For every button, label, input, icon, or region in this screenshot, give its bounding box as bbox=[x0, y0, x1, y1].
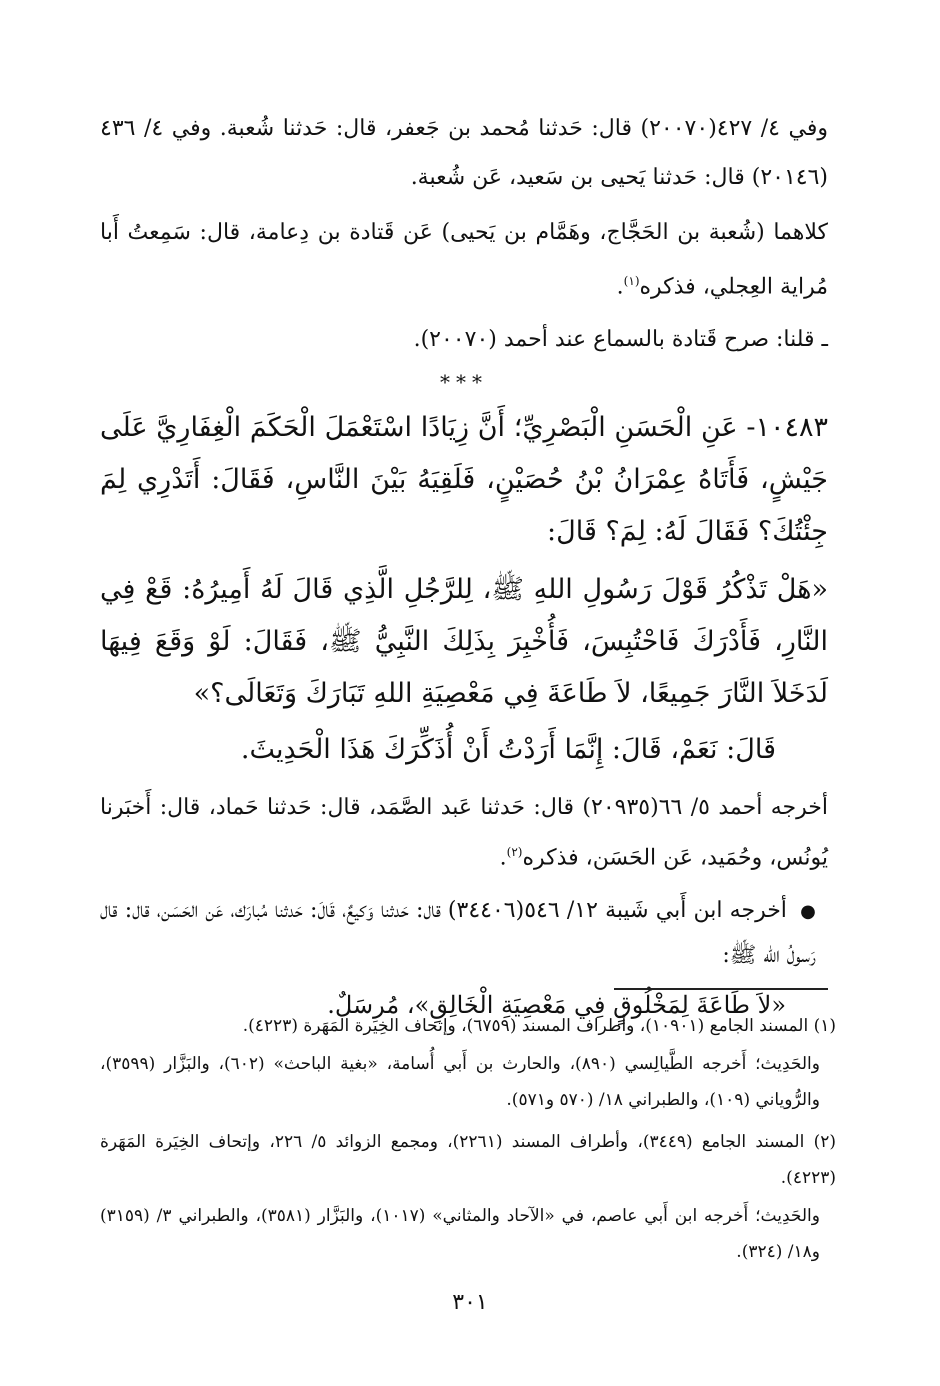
takhrij-2 bbox=[100, 889, 828, 978]
footnote-2: (٢) المسند الجامع (٣٤٤٩)، وأطراف المسند (٢٢٦١)، ومجمع الزوائد ٥/ ٢٢٦، وإتحاف الخِيَرة المَهَرة (٤٢٢٣). bbox=[100, 1132, 836, 1188]
intro-section bbox=[100, 104, 828, 364]
takhrij-2-text: أخرجه ابن أَبي شَيبة ١٢/ ٥٤٦(٣٤٤٠٦) قال: حَدثنا وَكيعٌ، قَالَ: حَدثنا مُبارَك، عَن الحَسَن، قال: قال رَسولُ الله ﷺ: bbox=[100, 897, 816, 968]
footnote-1: (١) المسند الجامع (١٠٩٠١)، وأطراف المسند (٦٧٥٩)، وإتحاف الخِيَرة المَهَرة (٤٢٢٣). bbox=[242, 1016, 836, 1036]
hadith-text: ١٠٤٨٣- عَنِ الْحَسَنِ الْبَصْرِيِّ؛ أَنَّ زِيَادًا اسْتَعْمَلَ الْحَكَمَ الْغِفَارِيَّ عَلَى جَيْشٍ، فَأَتَاهُ عِمْرَانُ بْنُ حُصَيْنٍ، فَلَقِيَهُ بَيْنَ النَّاسِ، فَقَالَ: أَتَدْرِي لِمَ جِئْتُكَ؟ فَقَالَ لَهُ: لِمَ؟ قَالَ: bbox=[100, 412, 828, 548]
footnote-ref-2[interactable]: (٢) bbox=[506, 845, 523, 860]
section-separator: *** bbox=[440, 370, 488, 395]
footnote-ref-1[interactable]: (١) bbox=[623, 274, 640, 288]
hadith-matn: «هَلْ تَذْكُرُ قَوْلَ رَسُولِ اللهِ ﷺ، لِلرَّجُلِ الَّذِي قَالَ لَهُ أَمِيرُهُ: قَعْ فِي النَّارِ، فَأَدْرَكَ فَاحْتُبِسَ، فَأُخْبِرَ بِذَلِكَ النَّبِيُّ ﷺ، فَقَالَ: لَوْ وَقَعَ فِيهَا لَدَخَلاَ النَّارَ جَمِيعًا، لاَ طَاعَةَ فِي مَعْصِيَةِ اللهِ تَبَارَكَ وَتَعَالَى؟» bbox=[100, 574, 828, 710]
takhrij-3: «لاَ طَاعَةَ لِمَخْلُوقٍ فِي مَعْصِيَةِ الْخَالِقِ»، مُرسَلٌ. bbox=[327, 990, 786, 1019]
page-number: ٣٠١ bbox=[452, 1290, 488, 1315]
intro-paragraph-3: ـ قلنا: صرح قَتادة بالسماع عند أحمد (٢٠٠٧٠). bbox=[413, 327, 828, 353]
footnotes-section bbox=[100, 1008, 836, 1270]
takhrij-1: أخرجه أحمد ٥/ ٦٦(٢٠٩٣٥) قال: حَدثنا عَبد الصَّمَد، قال: حَدثنا حَماد، قال: أَخبَرنا يُونُس، وحُمَيد، عَن الحَسَن، فذكره$^{(٢)}$. bbox=[100, 795, 828, 871]
intro-paragraph-1: وفي ٤/ ٤٢٧(٢٠٠٧٠) قال: حَدثنا مُحمد بن جَعفر، قال: حَدثنا شُعبة. وفي ٤/ ٤٣٦ (٢٠١٤٦) قال: حَدثنا يَحيى بن سَعيد، عَن شُعبة. bbox=[100, 116, 828, 190]
bullet-icon: ● bbox=[800, 900, 817, 922]
main-text bbox=[100, 104, 828, 1028]
footnote-2-continued: والحَدِيث؛ أَخرجه ابن أَبي عاصم، في «الآحاد والمثاني» (١٠١٧)، والبَزَّار (٣٥٨١)، والطبراني ٣/ (٣١٥٩) و١٨/ (٣٢٤). bbox=[100, 1206, 820, 1262]
hadith-reply: قَالَ: نَعَمْ، قَالَ: إِنَّمَا أَرَدْتُ أَنْ أُذَكِّرَكَ هَذَا الْحَدِيثَ. bbox=[240, 734, 776, 766]
takhrij-1-text: أخرجه أحمد ٥/ ٦٦(٢٠٩٣٥) قال: حَدثنا عَبد الصَّمَد، قال: حَدثنا حَماد، قال: أَخبَرنا يُونُس، وحُمَيد، عَن الحَسَن، فذكره bbox=[100, 795, 828, 871]
footnote-divider bbox=[614, 988, 828, 990]
intro-paragraph-2: كلاهما (شُعبة بن الحَجَّاج، وهَمَّام بن يَحيى) عَن قَتادة بن دِعامة، قال: سَمِعتُ أَبا مُراية العِجلي، فذكره$^{(١)}$. bbox=[100, 220, 828, 300]
footnote-1-continued: والحَدِيث؛ أَخرجه الطَّيالِسي (٨٩٠)، والحارث بن أَبي أُسامة، «بغية الباحث» (٦٠٢)، والبَزَّار (٣٥٩٩)، والرُّوياني (١٠٩)، والطبراني ١٨/ (٥٧٠ و٥٧١). bbox=[100, 1054, 820, 1110]
intro-paragraph-2-text: كلاهما (شُعبة بن الحَجَّاج، وهَمَّام بن يَحيى) عَن قَتادة بن دِعامة، قال: سَمِعتُ أَبا مُراية العِجلي، فذكره bbox=[100, 220, 828, 300]
